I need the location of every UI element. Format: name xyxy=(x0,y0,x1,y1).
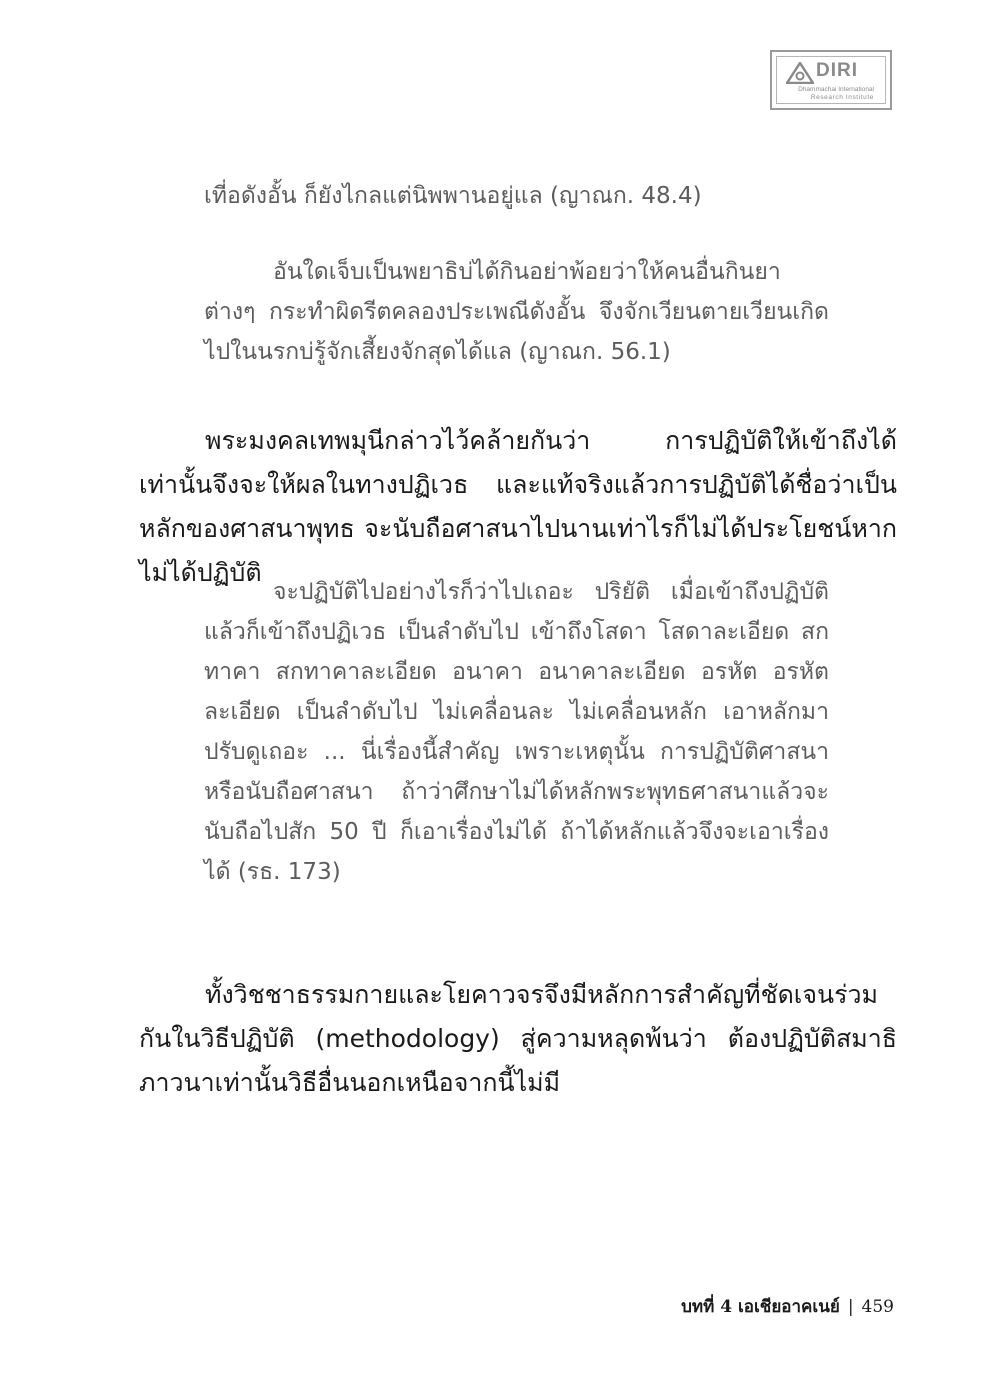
body-paragraph-1 xyxy=(139,419,897,595)
page-footer xyxy=(681,1293,894,1320)
quote-text: อันใดเจ็บเป็นพยาธิบ่ได้กินอย่าพ้อยว่าให้คนอื่นกินยาต่างๆ กระทำผิดรีตคลองประเพณีดังอั้น จึงจักเวียนตายเวียนเกิดไปในนรกบ่รู้จักเสี้ยงจักสุดได้แล (ญาณก. 56.1) xyxy=(204,259,829,365)
diri-logo xyxy=(770,50,892,110)
quote-block-1 xyxy=(204,176,829,216)
paragraph-text: ทั้งวิชชาธรรมกายและโยคาวจรจึงมีหลักการสำคัญที่ชัดเจนร่วมกันในวิธีปฏิบัติ (methodology) สู่ความหลุดพ้นว่า ต้องปฏิบัติสมาธิภาวนาเท่านั้นวิธีอื่นนอกเหนือจากนี้ไม่มี xyxy=(139,980,897,1097)
footer-separator: | xyxy=(847,1297,854,1317)
logo-subtitle-2: Research Institute xyxy=(810,94,874,101)
logo-title: DIRI xyxy=(816,60,858,81)
logo-subtitle-1: Dhammachai International xyxy=(798,86,874,93)
quote-block-2 xyxy=(204,252,829,372)
page-number: 459 xyxy=(861,1297,894,1317)
chapter-title: บทที่ 4 เอเชียอาคเนย์ xyxy=(681,1297,840,1317)
body-paragraph-2 xyxy=(139,973,897,1105)
quote-text: เที่อดังอั้น ก็ยังไกลแต่นิพพานอยู่แล (ญาณก. 48.4) xyxy=(204,183,702,209)
paragraph-text: พระมงคลเทพมุนีกล่าวไว้คล้ายกันว่า การปฏิบัติให้เข้าถึงได้เท่านั้นจึงจะให้ผลในทางปฏิเวธ และแท้จริงแล้วการปฏิบัติได้ชื่อว่าเป็นหลักของศาสนาพุทธ จะนับถือศาสนาไปนานเท่าไรก็ไม่ได้ประโยชน์หากไม่ได้ปฏิบัติ xyxy=(139,426,897,587)
triangle-emblem-icon xyxy=(786,62,814,84)
quote-text: จะปฏิบัติไปอย่างไรก็ว่าไปเถอะ ปริยัติ เมื่อเข้าถึงปฏิบัติแล้วก็เข้าถึงปฏิเวธ เป็นลำดับไป เข้าถึงโสดา โสดาละเอียด สกทาคา สกทาคาละเอียด อนาคา อนาคาละเอียด อรหัต อรหัตละเอียด เป็นลำดับไป ไม่เคลื่อนละ ไม่เคลื่อนหลัก เอาหลักมาปรับดูเถอะ ... นี่เรื่องนี้สำคัญ เพราะเหตุนั้น การปฏิบัติศาสนาหรือนับถือศาสนา ถ้าว่าศึกษาไม่ได้หลักพระพุทธศาสนาแล้วจะนับถือไปสัก 50 ปี ก็เอาเรื่องไม่ได้ ถ้าได้หลักแล้วจึงจะเอาเรื่องได้ (รธ. 173) xyxy=(204,579,829,885)
quote-block-3 xyxy=(204,572,829,892)
